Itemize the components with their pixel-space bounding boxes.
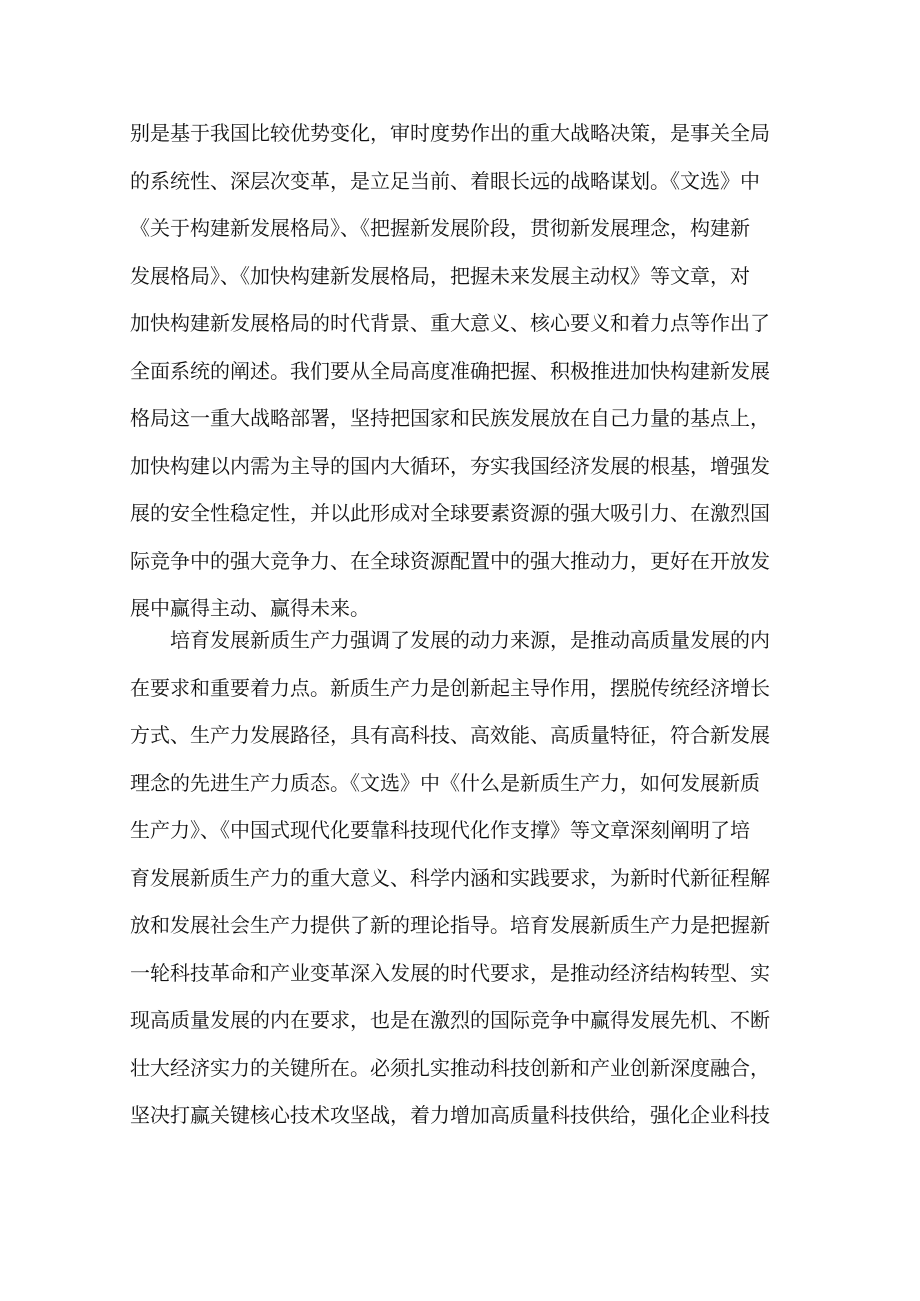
text-line: 加快构建以内需为主导的国内大循环，夯实我国经济发展的根基，增强发 bbox=[130, 453, 770, 478]
text-line: 《关于构建新发展格局》、《把握新发展阶段，贯彻新发展理念，构建新 bbox=[130, 216, 750, 240]
text-line: 放和发展社会生产力提供了新的理论指导。培育发展新质生产力是把握新 bbox=[130, 913, 770, 937]
text-line: 际竞争中的强大竞争力、在全球资源配置中的强大推动力，更好在开放发 bbox=[130, 548, 770, 573]
paragraph-2 bbox=[130, 617, 830, 1140]
text-line: 壮大经济实力的关键所在。必须扎实推动科技创新和产业创新深度融合， bbox=[130, 1055, 770, 1080]
text-line: 理念的先进生产力质态。《文选》中《什么是新质生产力，如何发展新质 bbox=[130, 770, 760, 795]
text-line: 格局这一重大战略部署，坚持把国家和民族发展放在自己力量的基点上， bbox=[130, 406, 770, 430]
text-line: 展中赢得主动、赢得未来。 bbox=[130, 596, 370, 620]
text-line: 一轮科技革命和产业变革深入发展的时代要求，是推动经济结构转型、实 bbox=[130, 960, 770, 985]
text-line: 的系统性、深层次变革，是立足当前、着眼长远的战略谋划。《文选》中 bbox=[130, 168, 760, 193]
text-line: 别是基于我国比较优势变化，审时度势作出的重大战略决策，是事关全局 bbox=[130, 121, 770, 145]
text-line: 展的安全性稳定性，并以此形成对全球要素资源的强大吸引力、在激烈国 bbox=[130, 501, 770, 525]
text-line: 发展格局》、《加快构建新发展格局，把握未来发展主动权》等文章，对 bbox=[130, 263, 750, 288]
text-line: 培育发展新质生产力强调了发展的动力来源，是推动高质量发展的内 bbox=[130, 628, 770, 652]
text-line: 加快构建新发展格局的时代背景、重大意义、核心要义和着力点等作出了 bbox=[130, 311, 770, 335]
text-line: 坚决打赢关键核心技术攻坚战，着力增加高质量科技供给，强化企业科技 bbox=[130, 1103, 770, 1127]
text-line: 方式、生产力发展路径，具有高科技、高效能、高质量特征，符合新发展 bbox=[130, 723, 770, 747]
text-line: 生产力》、《中国式现代化要靠科技现代化作支撑》等文章深刻阐明了培 bbox=[130, 818, 750, 842]
text-line: 全面系统的阐述。我们要从全局高度准确把握、积极推进加快构建新发展 bbox=[130, 358, 770, 383]
text-line: 现高质量发展的内在要求，也是在激烈的国际竞争中赢得发展先机、不断 bbox=[130, 1008, 770, 1032]
text-line: 在要求和重要着力点。新质生产力是创新起主导作用，摆脱传统经济增长 bbox=[130, 675, 770, 700]
text-line: 育发展新质生产力的重大意义、科学内涵和实践要求，为新时代新征程解 bbox=[130, 865, 770, 890]
paragraph-1 bbox=[130, 110, 830, 633]
